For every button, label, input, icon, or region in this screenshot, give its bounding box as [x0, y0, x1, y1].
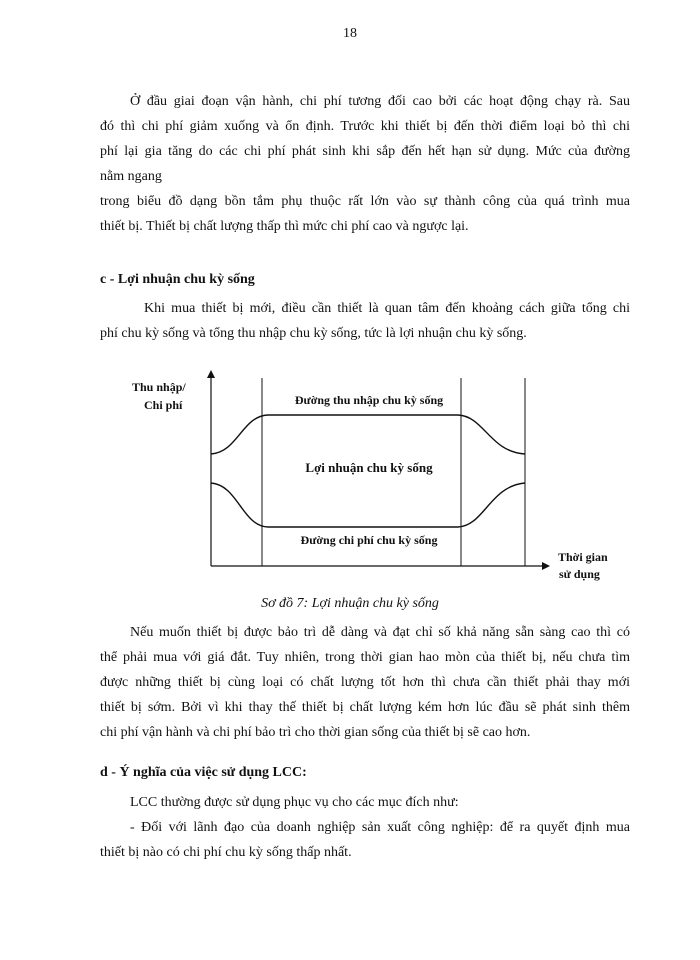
text-line: thiết bị sớm. Bởi vì khi thay thế thiết bị chất lượng kém hơn lúc đầu sẽ phát sinh thêm: [100, 700, 630, 715]
cost-curve-label: Đường chi phí chu kỳ sống: [300, 533, 438, 547]
section-c-heading: c - Lợi nhuận chu kỳ sống: [100, 272, 255, 287]
text-line: đó thì chi phí giảm xuống và ổn định. Trước khi thiết bị đến thời điểm loại bỏ thì chi: [100, 119, 630, 134]
y-axis-label: Thu nhập/: [132, 380, 186, 394]
text-line: LCC thường được sử dụng phục vụ cho các mục đích như:: [130, 795, 459, 810]
section-d-heading: d - Ý nghĩa của việc sử dụng LCC:: [100, 765, 307, 780]
text-line: phí lại gia tăng do các chi phí phát sinh khi sắp đến hết hạn sử dụng. Mức của đường: [100, 144, 630, 159]
text-line: trong biểu đồ dạng bồn tắm phụ thuộc rất lớn vào sự thành công của quá trình mua: [100, 194, 630, 209]
paragraph-lcc-purpose: [100, 790, 630, 865]
x-axis-label: sử dụng: [559, 567, 600, 581]
y-axis-label: Chi phí: [144, 398, 183, 412]
page-number: 18: [343, 26, 357, 41]
income-curve: [211, 415, 525, 454]
income-curve-label: Đường thu nhập chu kỳ sống: [294, 393, 444, 407]
text-line: thể phải mua với giá đắt. Tuy nhiên, trong thời gian hao mòn của thiết bị, nếu chưa tìm: [100, 650, 630, 665]
text-line: - Đối với lãnh đạo của doanh nghiệp sản xuất công nghiệp: để ra quyết định mua: [130, 820, 630, 835]
text-line: phí chu kỳ sống và tổng thu nhập chu kỳ sống, tức là lợi nhuận chu kỳ sống.: [100, 326, 527, 341]
text-line: Khi mua thiết bị mới, điều cần thiết là quan tâm đến khoảng cách giữa tổng chi: [144, 301, 630, 316]
profit-label: Lợi nhuận chu kỳ sống: [305, 460, 433, 475]
text-line: Nếu muốn thiết bị được bảo trì dễ dàng và đạt chỉ số khả năng sẵn sàng cao thì có: [130, 625, 630, 640]
text-line: Ở đầu giai đoạn vận hành, chi phí tương đối cao bởi các hoạt động chạy rà. Sau: [130, 94, 630, 109]
text-line: nằm ngang: [100, 169, 162, 184]
text-line: thiết bị nào có chi phí chu kỳ sống thấp nhất.: [100, 845, 352, 860]
x-axis-label: Thời gian: [558, 550, 608, 564]
figure-caption: Sơ đồ 7: Lợi nhuận chu kỳ sống: [261, 596, 439, 611]
cost-curve: [211, 483, 525, 527]
paragraph-maintenance: [100, 620, 630, 745]
text-line: chi phí vận hành và chi phí bảo trì cho thời gian sống của thiết bị sẽ cao hơn.: [100, 725, 531, 740]
text-line: được những thiết bị cùng loại có chất lượng tốt hơn thì chưa cần thiết phải thay mới: [100, 675, 630, 690]
text-line: thiết bị. Thiết bị chất lượng thấp thì mức chi phí cao và ngược lại.: [100, 219, 469, 234]
